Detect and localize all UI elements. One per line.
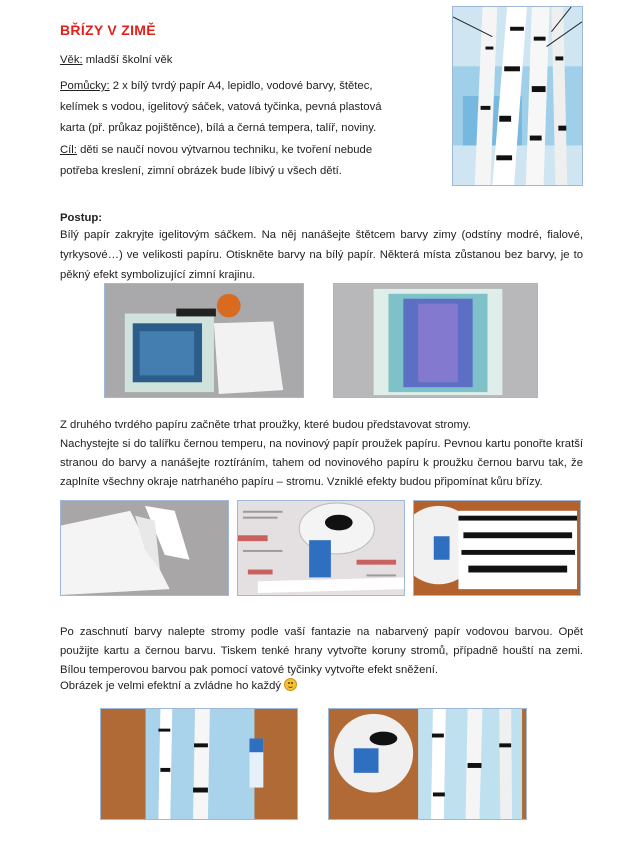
procedure-paragraph-3: Po zaschnutí barvy nalepte stromy podle vaší fantazie na nabarvený papír vodovou barvou. Opět použijte kartu a černou barvu. Tiskem tenké hrany vytvořte koruny stromů, případně houští na zemi. Bílou temperovou barvou pak pomocí vatové tyčinky vytvořte efekt sněžení. [60,626,583,676]
supplies-block [60,76,430,139]
birch-painting-photo [452,6,583,186]
black-tempera-newspaper-photo [237,500,405,596]
finished-artwork-photo-2 [328,708,527,820]
procedure-heading: Postup: [60,212,103,224]
closing-line [60,677,297,696]
goal-label: Cíl: [60,144,77,156]
procedure-paragraph-1: Bílý papír zakryjte igelitovým sáčkem. Na něj nanášejte štětcem barvy zimy (odstíny modré, fialové, tyrkysové…) ve velikosti papíru. Otiskněte barvy na bílý papír. Některá místa zůstanou bez barvy, je to pěkný efekt symbolizující zimní krajinu. [60,229,583,281]
age-value: mladší školní věk [82,54,173,66]
goal-block [60,140,430,182]
procedure-paragraph-2: Nachystejte si do talířku černou temperu, na novinový papír proužek papíru. Pevnou kartu ponořte kratší stranou do barvy a nanášejte roztíráním, tahem od novinového papíru k proužku černou barvu tak, že zaplníte všechny okraje natrhaného papíru – stromu. Vzniklé efekty budou připomínat kůru břízy. [60,438,583,488]
procedure-paragraph-2-line-1: Z druhého tvrdého papíru začněte trhat proužky, které budou představovat stromy. [60,419,471,431]
supplies-label: Pomůcky: [60,80,110,92]
age-line [60,50,172,71]
smiley-face-icon [284,678,297,691]
closing-text: Obrázek je velmi efektní a zvládne ho každý [60,680,282,692]
page-title: BŘÍZY V ZIMĚ [60,22,156,38]
supplies-line: karta (př. průkaz pojištěnce), bílá a černá tempera, talíř, noviny. [60,122,377,134]
torn-paper-strips-photo [60,500,229,596]
printed-colors-photo [333,283,538,398]
finished-artwork-photo-1 [100,708,298,820]
painting-on-bag-photo [104,283,304,398]
supplies-line: kelímek s vodou, igelitový sáček, vatová tyčinka, pevná plastová [60,101,382,113]
age-label: Věk: [60,54,83,66]
birch-strips-painted-photo [413,500,581,596]
goal-line: děti se naučí novou výtvarnou techniku, ke tvoření nebude [76,144,373,156]
supplies-line: 2 x bílý tvrdý papír A4, lepidlo, vodové barvy, štětec, [109,80,373,92]
goal-line: potřeba kreslení, zimní obrázek bude líbivý u všech dětí. [60,165,342,177]
